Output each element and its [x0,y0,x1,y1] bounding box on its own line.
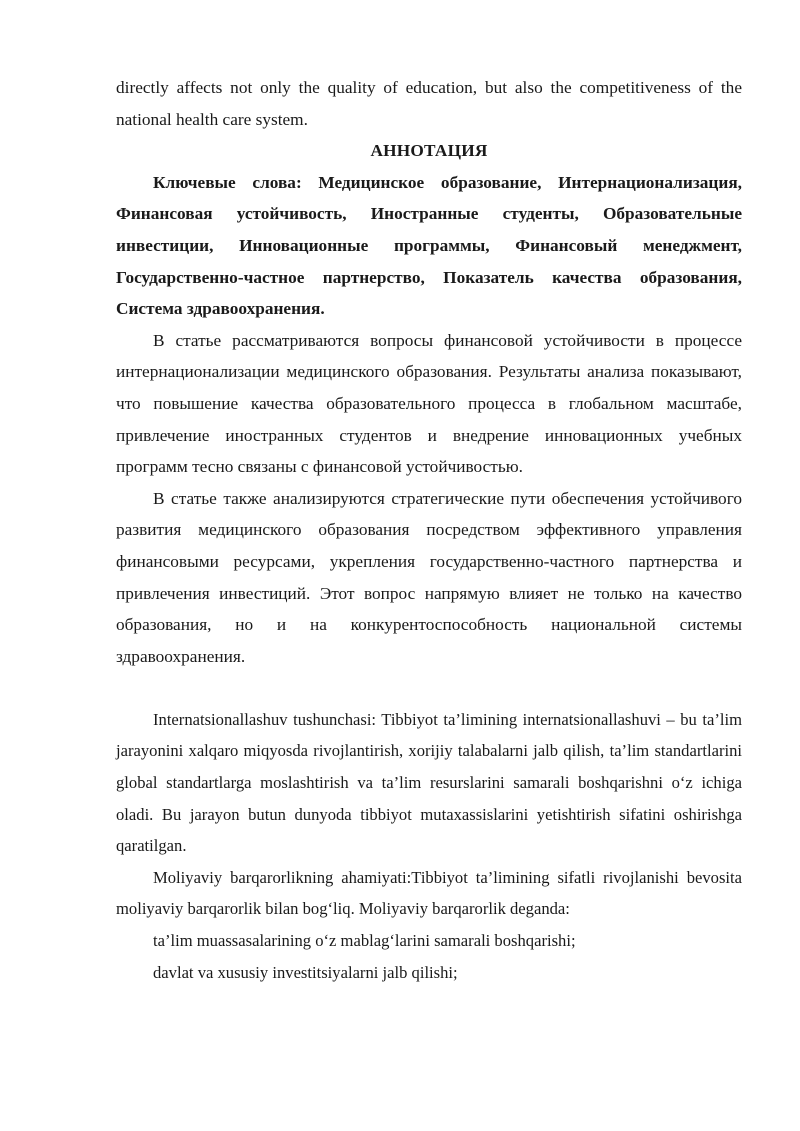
body-paragraph-financial-stability: Moliyaviy barqarorlikning ahamiyati:Tibbiyot ta’limining sifatli rivojlanishi bevosita moliyaviy barqarorlik bilan bog‘liq. Moliyaviy barqarorlik deganda: [116,867,742,919]
document-page [116,72,742,988]
continuation-paragraph: directly affects not only the quality of education, but also the competitiveness of the national health care system. [116,78,742,129]
body-paragraph-internationalization: Internatsionallashuv tushunchasi: Tibbiyot ta’limining internatsionallashuvi – bu ta’lim jarayonini xalqaro miqyosda rivojlantirish, xorijiy talabalarni jalb qilish, ta’lim standartlarini global standartlarga moslashtirish va ta’lim resurslarini samarali boshqarishni o‘z ichiga oladi. Bu jarayon butun dunyoda tibbiyot mutaxassislarini yetishtirish sifatini oshirishga qaratilgan. [116,709,742,856]
list-item: ta’lim muassasalarining o‘z mablag‘larini samarali boshqarishi; [153,931,576,951]
section-spacer [116,672,742,704]
abstract-paragraph-1: В статье рассматриваются вопросы финансовой устойчивости в процессе интернационализации медицинского образования. Результаты анализа показывают, что повышение качества образовательного процесса в глобальном масштабе, привлечение иностранных студентов и внедрение инновационных учебных программ тесно связаны с финансовой устойчивостью. [116,330,742,477]
keywords-paragraph: Ключевые слова: Медицинское образование, Интернационализация, Финансовая устойчивость, Иностранные студенты, Образовательные инвестиции, Инновационные программы, Финансовый менеджмент, Государственно-частное партнерство, Показатель качества образования, Система здравоохранения. [116,172,742,319]
list-item: davlat va xususiy investitsiyalarni jalb qilishi; [153,962,458,982]
annotation-heading: АННОТАЦИЯ [370,141,488,161]
abstract-paragraph-2: В статье также анализируются стратегические пути обеспечения устойчивого развития медицинского образования посредством эффективного управления финансовыми ресурсами, укрепления государственно-частного партнерства и привлечения инвестиций. Этот вопрос напрямую влияет не только на качество образования, но и на конкурентоспособность национальной системы здравоохранения. [116,488,742,666]
